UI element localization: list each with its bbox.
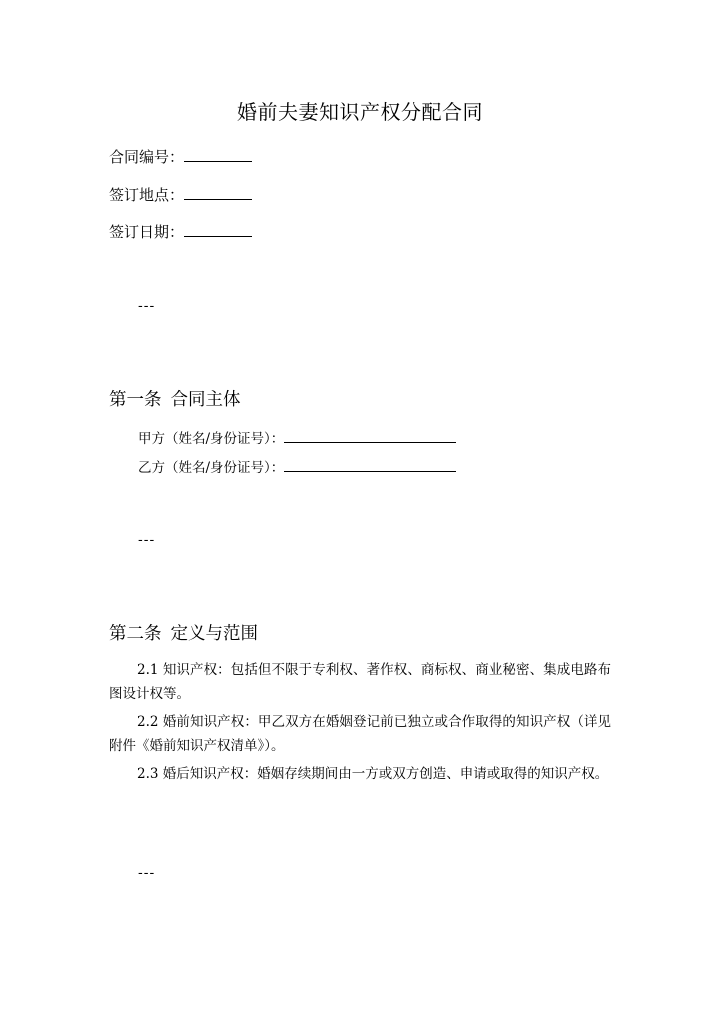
sign-place-line [109,184,252,206]
article-1-number: 第一条 [109,390,162,410]
party-a-line [138,427,456,449]
sign-place-blank [184,184,252,200]
clause-2-2: 2.2 婚前知识产权：甲乙双方在婚姻登记前已独立或合作取得的知识产权（详见附件《婚前知识产权清单》）。 [109,714,611,754]
party-b-blank [284,456,456,472]
article-2-number: 第二条 [109,624,162,644]
separator-2: --- [138,532,156,548]
article-1-title: 合同主体 [170,390,241,410]
party-b-line [138,456,456,478]
document-title: 婚前夫妻知识产权分配合同 [237,100,483,124]
clause-2-3: 2.3 婚后知识产权：婚姻存续期间由一方或双方创造、申请或取得的知识产权。 [137,766,609,782]
article-1-heading [109,387,241,413]
party-b-label: 乙方（姓名/身份证号）： [138,460,285,476]
sign-date-line [109,221,252,243]
contract-number-blank [184,146,252,162]
clause-2-1: 2.1 知识产权：包括但不限于专利权、著作权、商标权、商业秘密、集成电路布图设计权等。 [109,662,611,702]
article-2-title: 定义与范围 [170,624,258,644]
party-a-label: 甲方（姓名/身份证号）： [138,431,285,447]
contract-number-line [109,146,252,168]
contract-number-label: 合同编号： [109,148,185,166]
party-a-blank [284,427,456,443]
separator-1: --- [138,298,156,314]
sign-date-label: 签订日期： [109,223,185,241]
sign-place-label: 签订地点： [109,186,185,204]
sign-date-blank [184,221,252,237]
article-2-heading [109,621,258,647]
separator-3: --- [138,865,156,881]
